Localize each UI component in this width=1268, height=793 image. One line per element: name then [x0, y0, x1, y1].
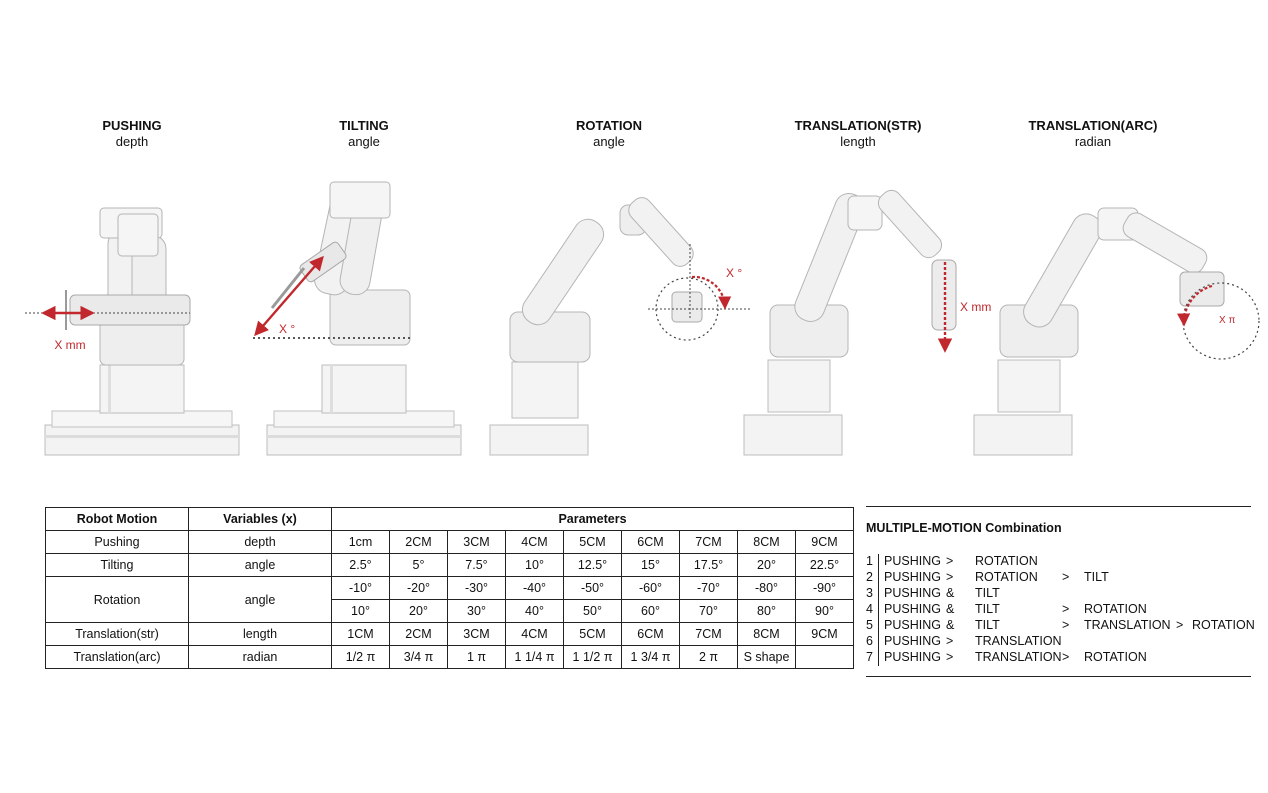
param-cell: 1cm [332, 531, 390, 554]
combination-panel [866, 506, 1255, 677]
param-cell: 60° [622, 600, 680, 623]
annotation-label: X mm [960, 300, 992, 314]
param-cell: 7CM [680, 531, 738, 554]
param-cell: 1CM [332, 623, 390, 646]
row-variable: angle [189, 554, 332, 577]
row-motion: Pushing [46, 531, 189, 554]
item-part: TILT [975, 586, 1000, 600]
row-motion: Rotation [46, 577, 189, 623]
param-cell: 50° [564, 600, 622, 623]
row-motion: Translation(arc) [46, 646, 189, 669]
param-cell: 2 π [680, 646, 738, 669]
item-part: TRANSLATION [1084, 618, 1171, 632]
param-cell: 2CM [390, 531, 448, 554]
param-cell: -40° [506, 577, 564, 600]
param-cell: -50° [564, 577, 622, 600]
param-cell: 20° [738, 554, 796, 577]
param-cell: -60° [622, 577, 680, 600]
header-variables: Variables (x) [189, 508, 332, 531]
item-number: 4 [866, 602, 873, 616]
annotation-label: X ° [726, 266, 743, 280]
item-part: & [946, 618, 955, 632]
param-cell: 5° [390, 554, 448, 577]
item-number: 2 [866, 570, 873, 584]
item-number: 3 [866, 586, 873, 600]
param-cell: 3CM [448, 623, 506, 646]
row-motion: Translation(str) [46, 623, 189, 646]
robot-pushing [25, 208, 239, 455]
item-number: 6 [866, 634, 873, 648]
item-part: ROTATION [1084, 602, 1147, 616]
param-cell: 6CM [622, 531, 680, 554]
param-cell: 40° [506, 600, 564, 623]
item-part: TILT [975, 618, 1000, 632]
param-cell: 2CM [390, 623, 448, 646]
param-cell: 7.5° [448, 554, 506, 577]
item-part: ROTATION [1084, 650, 1147, 664]
motion-variable: angle [593, 134, 625, 149]
param-cell: -70° [680, 577, 738, 600]
item-part: TRANSLATION [975, 650, 1062, 664]
item-part: > [1062, 602, 1070, 616]
parameters-table [45, 507, 854, 669]
item-part: PUSHING [884, 618, 941, 632]
robot-translation-str [744, 186, 991, 455]
item-part: ROTATION [975, 570, 1038, 584]
param-cell: 5CM [564, 623, 622, 646]
item-part: > [1062, 570, 1070, 584]
motion-title: ROTATION [576, 118, 642, 133]
param-cell: 20° [390, 600, 448, 623]
item-part: & [946, 602, 955, 616]
combination-title: MULTIPLE-MOTION Combination [866, 521, 1062, 535]
table-row [46, 623, 854, 646]
motion-title: TRANSLATION(STR) [794, 118, 922, 133]
param-cell: 9CM [796, 531, 854, 554]
row-variable: length [189, 623, 332, 646]
item-part: ROTATION [975, 554, 1038, 568]
header-robot-motion: Robot Motion [46, 508, 189, 531]
item-part: PUSHING [884, 602, 941, 616]
item-number: 1 [866, 554, 873, 568]
param-cell: 70° [680, 600, 738, 623]
item-part: TILT [1084, 570, 1109, 584]
row-variable: angle [189, 577, 332, 623]
param-cell: 10° [332, 600, 390, 623]
param-cell: 7CM [680, 623, 738, 646]
item-part: PUSHING [884, 586, 941, 600]
annotation-label: X π [1219, 315, 1236, 326]
row-variable: radian [189, 646, 332, 669]
item-part: > [946, 554, 954, 568]
param-cell: -20° [390, 577, 448, 600]
param-cell: -80° [738, 577, 796, 600]
row-variable: depth [189, 531, 332, 554]
table-row [46, 554, 854, 577]
param-cell: 1 3/4 π [622, 646, 680, 669]
item-number: 5 [866, 618, 873, 632]
param-cell: 4CM [506, 531, 564, 554]
table-row [46, 531, 854, 554]
param-cell: S shape [738, 646, 796, 669]
param-cell: 12.5° [564, 554, 622, 577]
param-cell: -10° [332, 577, 390, 600]
param-cell: 17.5° [680, 554, 738, 577]
param-cell [796, 646, 854, 669]
item-part: ROTATION [1192, 618, 1255, 632]
param-cell: -90° [796, 577, 854, 600]
item-part: > [946, 570, 954, 584]
item-part: > [1062, 618, 1070, 632]
table-row [46, 646, 854, 669]
param-cell: 30° [448, 600, 506, 623]
param-cell: 8CM [738, 531, 796, 554]
item-part: > [946, 650, 954, 664]
motion-variable: angle [348, 134, 380, 149]
table-header-row [46, 508, 854, 531]
param-cell: 22.5° [796, 554, 854, 577]
item-part: PUSHING [884, 634, 941, 648]
motion-variable: length [840, 134, 876, 149]
row-motion: Tilting [46, 554, 189, 577]
param-cell: 5CM [564, 531, 622, 554]
header-parameters: Parameters [332, 508, 854, 531]
motion-title: TILTING [339, 118, 389, 133]
param-cell: 1 π [448, 646, 506, 669]
motion-title: TRANSLATION(ARC) [1028, 118, 1158, 133]
robot-tilting [253, 182, 461, 455]
item-part: TILT [975, 602, 1000, 616]
param-cell: 8CM [738, 623, 796, 646]
robot-rotation [490, 194, 752, 455]
param-cell: 3/4 π [390, 646, 448, 669]
param-cell: 9CM [796, 623, 854, 646]
param-cell: 10° [506, 554, 564, 577]
motion-variable: radian [1074, 134, 1112, 149]
motion-title: PUSHING [102, 118, 162, 133]
annotation-label: X mm [54, 338, 86, 352]
item-part: PUSHING [884, 650, 941, 664]
param-cell: 90° [796, 600, 854, 623]
item-part: > [1176, 618, 1184, 632]
item-number: 7 [866, 650, 873, 664]
item-part: > [946, 634, 954, 648]
param-cell: 2.5° [332, 554, 390, 577]
param-cell: 80° [738, 600, 796, 623]
table-row [46, 577, 854, 600]
item-part: PUSHING [884, 554, 941, 568]
param-cell: 1 1/2 π [564, 646, 622, 669]
param-cell: 1/2 π [332, 646, 390, 669]
item-part: TRANSLATION [975, 634, 1062, 648]
item-part: & [946, 586, 955, 600]
param-cell: 3CM [448, 531, 506, 554]
param-cell: -30° [448, 577, 506, 600]
robot-translation-arc [974, 208, 1259, 455]
annotation-label: X ° [279, 322, 296, 336]
combination-divider [878, 554, 879, 666]
param-cell: 15° [622, 554, 680, 577]
param-cell: 4CM [506, 623, 564, 646]
param-cell: 1 1/4 π [506, 646, 564, 669]
item-part: PUSHING [884, 570, 941, 584]
item-part: > [1062, 650, 1070, 664]
param-cell: 6CM [622, 623, 680, 646]
motion-variable: depth [115, 134, 149, 149]
